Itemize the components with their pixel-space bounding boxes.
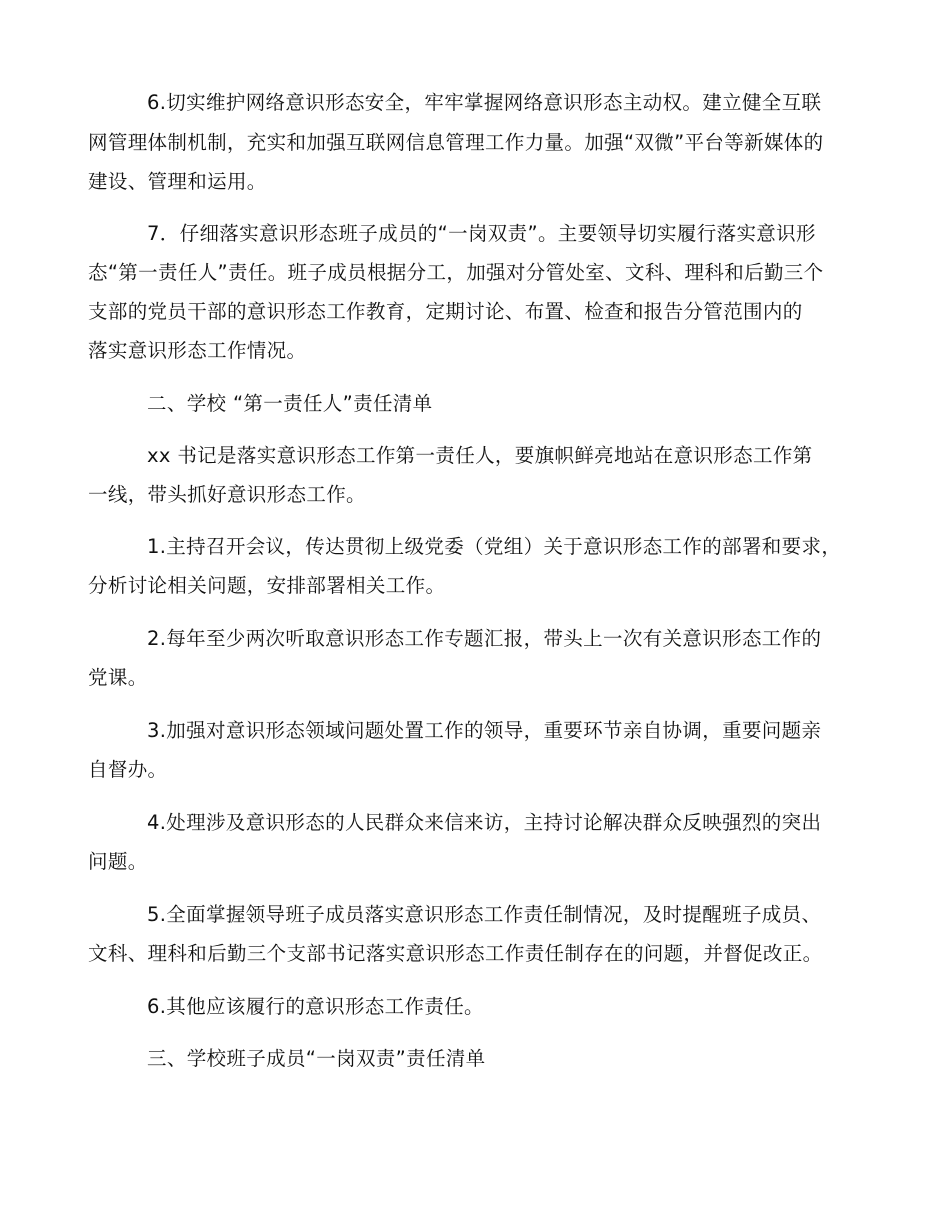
section-heading: 三、学校班子成员“一岗双责”责任清单 [147,1047,486,1070]
text-line: 建设、管理和运用。 [88,170,267,193]
text-line: 1.主持召开会议，传达贯彻上级党委（党组）关于意识形态工作的部署和要求， [147,535,842,558]
text-line: xx 书记是落实意识形态工作第一责任人，要旗帜鲜亮地站在意识形态工作第 [147,444,813,467]
text-line: 3.加强对意识形态领域问题处置工作的领导，重要环节亲自协调，重要问题亲 [147,719,822,742]
text-line: 落实意识形态工作情况。 [88,339,307,362]
text-line: 分析讨论相关问题，安排部署相关工作。 [88,574,446,597]
section-heading: 二、学校 “第一责任人”责任清单 [147,392,433,415]
text-line: 党课。 [88,666,148,689]
text-line: 网管理体制机制，充实和加强互联网信息管理工作力量。加强“双微”平台等新媒体的 [88,131,824,154]
text-line: 支部的党员干部的意识形态工作教育，定期讨论、布置、检查和报告分管范围内的 [88,300,803,323]
text-line: 4.处理涉及意识形态的人民群众来信来访，主持讨论解决群众反映强烈的突出 [147,811,822,834]
text-line: 问题。 [88,850,148,873]
text-line: 7．仔细落实意识形态班子成员的“一岗双责”。主要领导切实履行落实意识形 [147,222,816,245]
text-line: 5.全面掌握领导班子成员落实意识形态工作责任制情况，及时提醒班子成员、 [147,903,822,926]
text-line: 文科、理科和后勤三个支部书记落实意识形态工作责任制存在的问题，并督促改正。 [88,942,823,965]
text-line: 2.每年至少两次听取意识形态工作专题汇报，带头上一次有关意识形态工作的 [147,627,822,650]
text-line: 6.切实维护网络意识形态安全，牢牢掌握网络意识形态主动权。建立健全互联 [147,91,822,114]
text-line: 一线，带头抓好意识形态工作。 [88,483,366,506]
text-line: 态“第一责任人”责任。班子成员根据分工，加强对分管处室、文科、理科和后勤三个 [88,261,824,284]
list-item: 6.其他应该履行的意识形态工作责任。 [147,995,484,1018]
text-line: 自督办。 [88,758,168,781]
